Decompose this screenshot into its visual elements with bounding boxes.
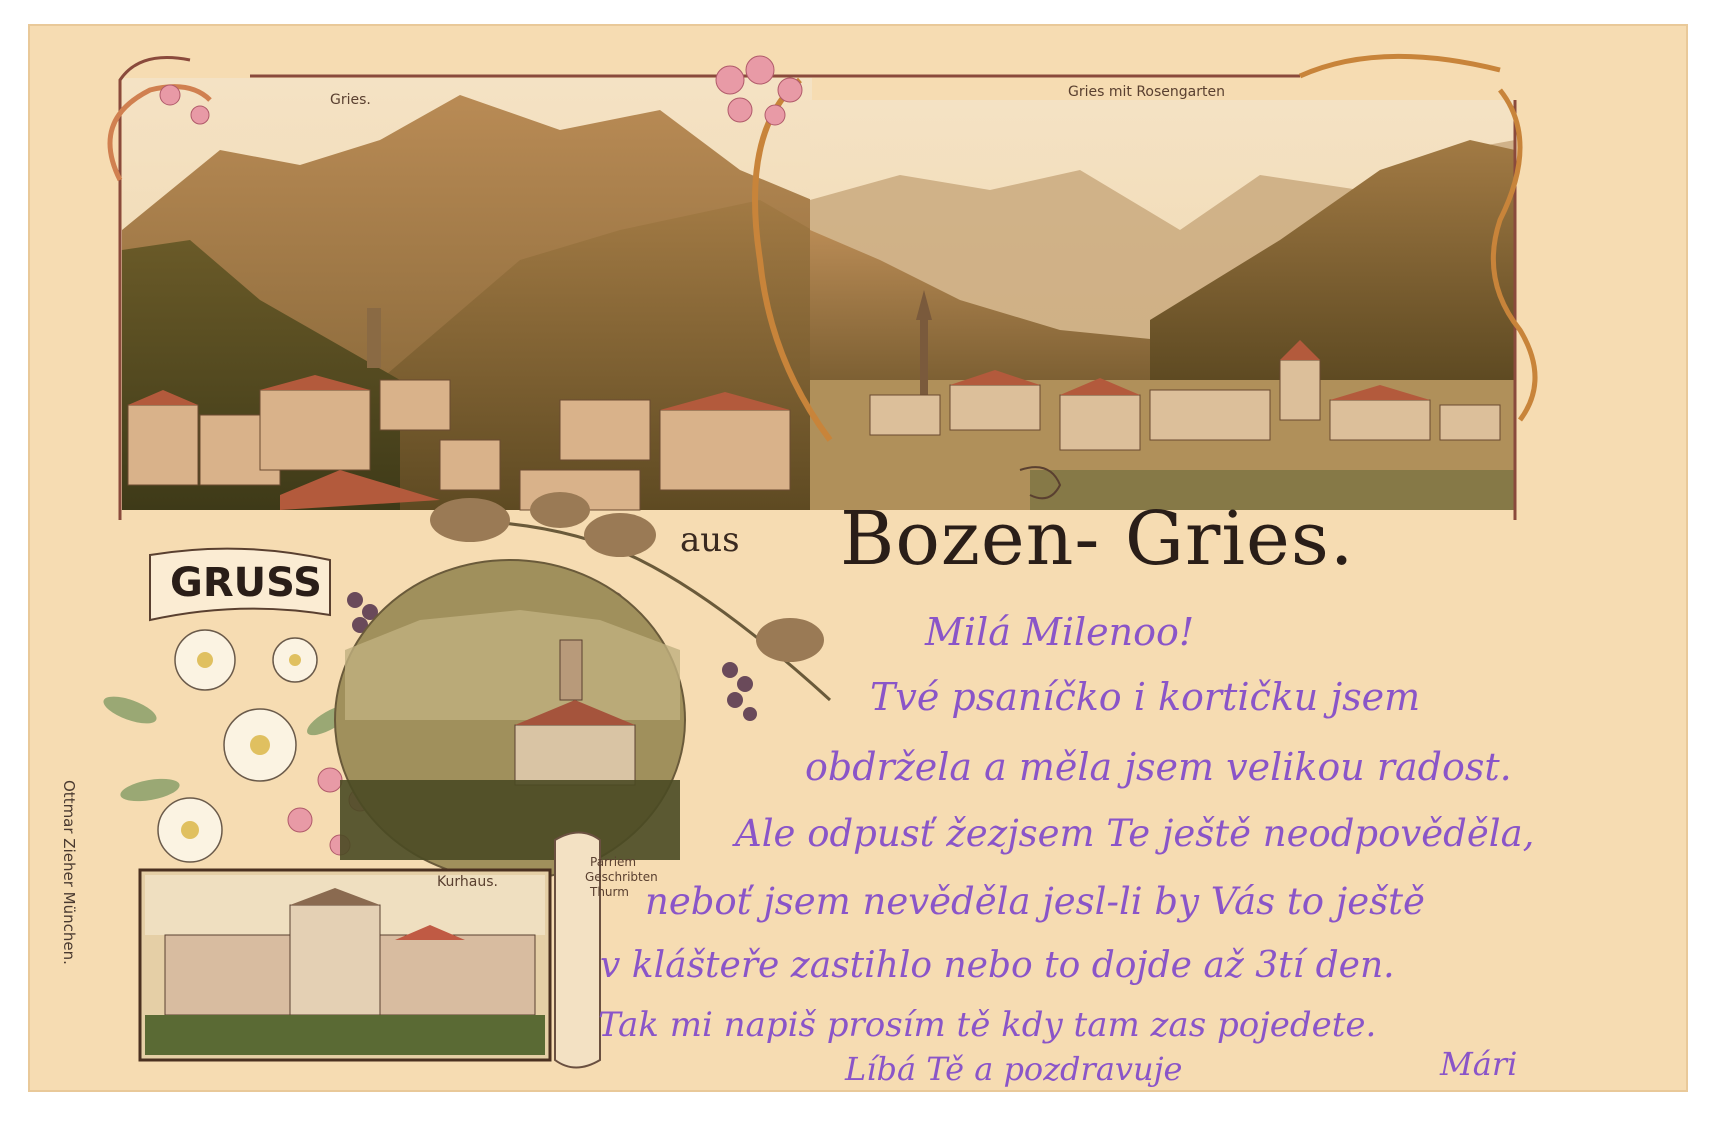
- title-bozen: [840, 496, 1354, 582]
- handwriting-line-1: Milá Milenoo!: [925, 610, 1195, 654]
- tower-label-3: Thurm: [590, 885, 629, 899]
- kurhaus-vignette: [140, 870, 550, 1060]
- handwriting-line-5: neboť jsem nevěděla jesl-li by Vás to ještě: [645, 880, 1425, 923]
- castle-tower: [367, 308, 381, 368]
- handwriting-signature: Mári: [1440, 1045, 1518, 1083]
- gries-panorama: [122, 78, 812, 510]
- handwriting-closing: Líbá Tě a pozdravuje: [845, 1050, 1183, 1088]
- gruss-title: GRUSS: [170, 560, 322, 606]
- rosengarten-label: Gries mit Rosengarten: [1068, 84, 1225, 100]
- kurhaus-label: Kurhaus.: [437, 874, 498, 890]
- tower-label-1: Parriem: [590, 855, 637, 869]
- handwriting-line-4: Ale odpusť žezjsem Te ještě neodpověděla,: [735, 812, 1535, 855]
- tower-label-2: Geschribten: [585, 870, 658, 884]
- publisher-imprint: Ottmar Zieher München.: [60, 780, 78, 965]
- title-aus: aus: [680, 520, 740, 560]
- handwriting-line-7: Tak mi napiš prosím tě kdy tam zas pojedete.: [598, 1005, 1377, 1045]
- title-bozen-word: Bozen-: [840, 496, 1101, 582]
- title-gries-word: Gries.: [1124, 496, 1355, 582]
- rosengarten-panorama: [810, 100, 1515, 510]
- handwriting-line-3: obdržela a měla jsem velikou radost.: [805, 745, 1512, 789]
- handwriting-line-2: Tvé psaníčko i kortičku jsem: [870, 675, 1421, 719]
- tower-vignette: [335, 560, 685, 880]
- handwriting-line-6: v klášteře zastihlo nebo to dojde až 3tí den.: [600, 945, 1395, 986]
- church-spire: [920, 320, 928, 400]
- gries-label: Gries.: [330, 92, 371, 108]
